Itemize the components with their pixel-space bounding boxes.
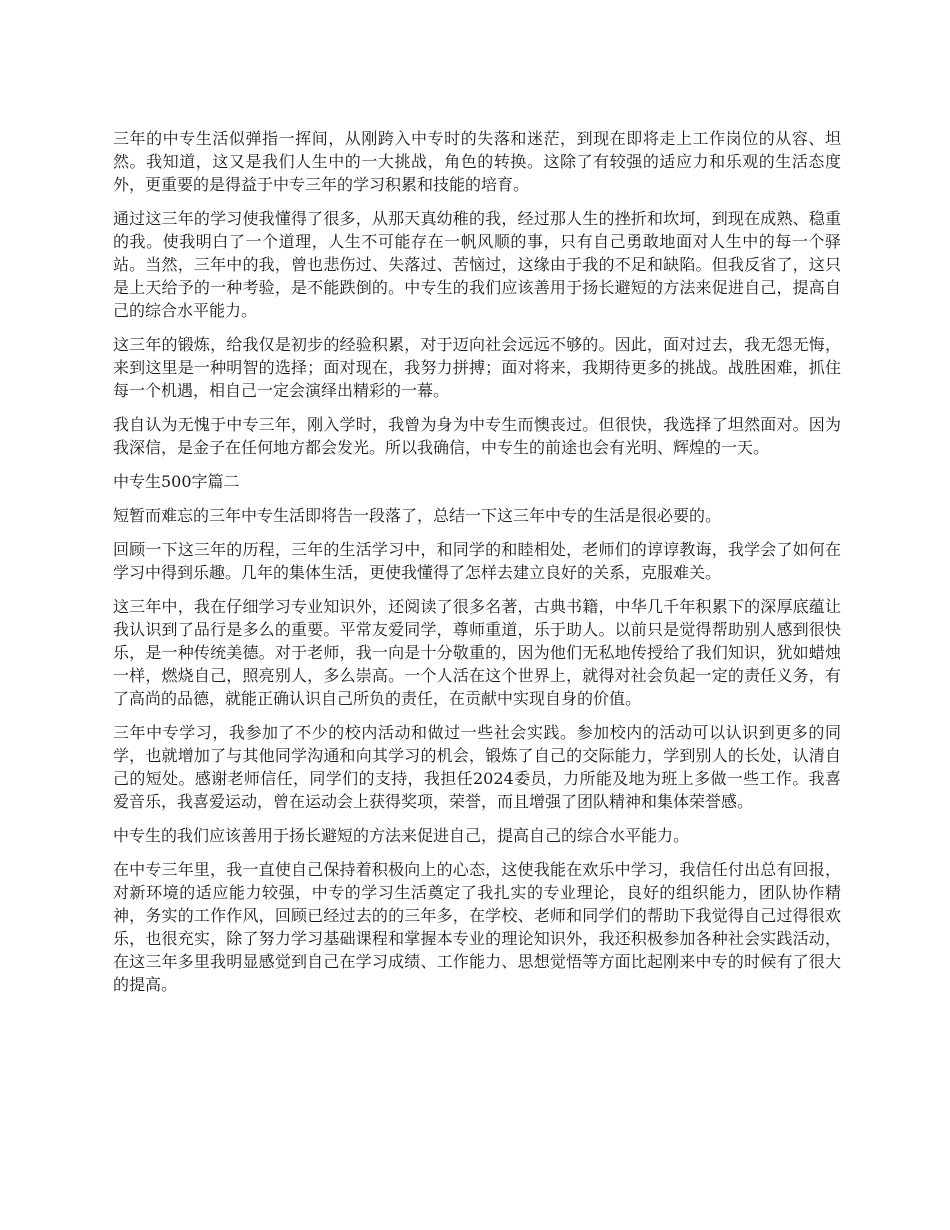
paragraph-6: 回顾一下这三年的历程，三年的生活学习中，和同学的和睦相处，老师们的谆谆教诲，我学会了如何在学习中得到乐趣。几年的集体生活，更使我懂得了怎样去建立良好的关系，克服难关。 [113,540,841,582]
section-heading: 中专生500字篇二 [113,472,240,491]
paragraph-3: 这三年的锻炼，给我仅是初步的经验积累，对于迈向社会远远不够的。因此，面对过去，我无怨无悔，来到这里是一种明智的选择；面对现在，我努力拼搏；面对将来，我期待更多的挑战。战胜困难，抓住每一个机遇，相自己一定会演绎出精彩的一幕。 [113,335,841,400]
paragraph-9: 中专生的我们应该善用于扬长避短的方法来促进自己，提高自己的综合水平能力。 [113,826,690,845]
paragraph-2: 通过这三年的学习使我懂得了很多，从那天真幼稚的我，经过那人生的挫折和坎坷，到现在成熟、稳重的我。使我明白了一个道理，人生不可能存在一帆风顺的事，只有自己勇敢地面对人生中的每一个驿站。当然，三年中的我，曾也悲伤过、失落过、苦恼过，这缘由于我的不足和缺陷。但我反省了，这只是上天给予的一种考验，是不能跌倒的。中专生的我们应该善用于扬长避短的方法来促进自己，提高自己的综合水平能力。 [113,209,841,320]
paragraph-7: 这三年中，我在仔细学习专业知识外，还阅读了很多名著，古典书籍，中华几千年积累下的深厚底蕴让我认识到了品行是多么的重要。平常友爱同学，尊师重道，乐于助人。以前只是觉得帮助别人感到很快乐，是一种传统美德。对于老师，我一向是十分敬重的，因为他们无私地传授给了我们知识，犹如蜡烛一样，燃烧自己，照亮别人，多么崇高。一个人活在这个世界上，就得对社会负起一定的责任义务，有了高尚的品德，就能正确认识自己所负的责任，在贡献中实现自身的价值。 [113,597,841,708]
paragraph-5: 短暂而难忘的三年中专生活即将告一段落了，总结一下这三年中专的生活是很必要的。 [113,506,722,525]
paragraph-4: 我自认为无愧于中专三年，刚入学时，我曾为身为中专生而懊丧过。但很快，我选择了坦然面对。因为我深信，是金子在任何地方都会发光。所以我确信，中专生的前途也会有光明、辉煌的一天。 [113,415,841,457]
paragraph-10: 在中专三年里，我一直使自己保持着积极向上的心态，这使我能在欢乐中学习，我信任付出总有回报，对新环境的适应能力较强，中专的学习生活奠定了我扎实的专业理论，良好的组织能力，团队协作精神，务实的工作作风，回顾已经过去的的三年多，在学校、老师和同学们的帮助下我觉得自己过得很欢乐，也很充实，除了努力学习基础课程和掌握本专业的理论知识外，我还积极参加各种社会实践活动，在这三年多里我明显感觉到自己在学习成绩、工作能力、思想觉悟等方面比起刚来中专的时候有了很大的提高。 [113,860,841,994]
paragraph-8: 三年中专学习，我参加了不少的校内活动和做过一些社会实践。参加校内的活动可以认识到更多的同学，也就增加了与其他同学沟通和向其学习的机会，锻炼了自己的交际能力，学到别人的长处，认清自己的短处。感谢老师信任，同学们的支持，我担任2024委员，力所能及地为班上多做一些工作。我喜爱音乐，我喜爱运动，曾在运动会上获得奖项，荣誉，而且增强了团队精神和集体荣誉感。 [113,723,841,811]
paragraph-1: 三年的中专生活似弹指一挥间，从刚跨入中专时的失落和迷茫，到现在即将走上工作岗位的从容、坦然。我知道，这又是我们人生中的一大挑战，角色的转换。这除了有较强的适应力和乐观的生活态度外，更重要的是得益于中专三年的学习积累和技能的培育。 [113,129,841,194]
document-page [113,127,841,1007]
